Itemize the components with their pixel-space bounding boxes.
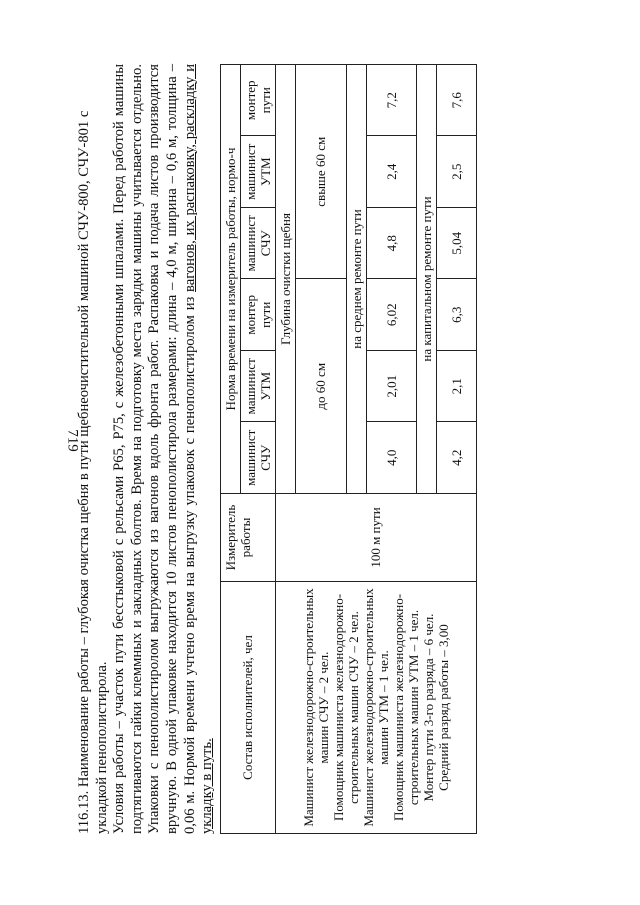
depth-range-2: свыше 60 см [295, 65, 346, 280]
staff-line-6: Средний разряд работы – 3,00 [435, 624, 451, 791]
header-role-5: машинист УТМ [240, 136, 275, 208]
value-capital-1: 4,2 [436, 422, 476, 494]
header-role-1: машинист СЧУ [240, 422, 275, 494]
table-header-row-1 [220, 65, 240, 834]
depth-range-1: до 60 см [295, 279, 346, 494]
staff-line-3: Машинист железнодорожно-строительных машин УТМ – 1 чел. [360, 588, 391, 827]
work-conditions-text: Условия работы – участок пути бесстыковой с рельсами Р65, Р75, с железобетонными шпалами. Перед работой машины подтягиваются гайки клеммных и закладных болтов. Время на подготовку места зарядки машины учитывается отдельно. Упаковки с пенополистиролом выгружаются из вагонов вдоль фронта работ. Распаковка и подача листов производится вручную. В одной упаковке находится 10 листов пенополистирола размерами: длина – 4,0 м, ширина – 0,6 м, толщина – 0,06 м. Нормой времени учтено время на выгрузку упаковок с пенополистиролом из [111, 64, 198, 834]
header-role-4: машинист СЧУ [240, 208, 275, 280]
header-role-6: монтер пути [240, 65, 275, 137]
rotated-page-content [76, 64, 631, 834]
work-conditions [111, 64, 217, 834]
value-capital-5: 2,5 [436, 136, 476, 208]
value-medium-6: 7,2 [366, 65, 416, 137]
meter-value: 100 м пути [275, 494, 476, 582]
section-heading: 116.13. Наименование работы – глубокая очистка щебня в пути щебнеочистительной машиной СЧУ-800, СЧУ-801 с укладкой пенополистирола. [76, 110, 110, 834]
repair-medium-label: на среднем ремонте пути [346, 65, 366, 494]
staff-list [275, 582, 476, 834]
value-capital-2: 2,1 [436, 351, 476, 423]
depth-label: Глубина очистки щебня [275, 65, 295, 494]
value-medium-4: 4,8 [366, 208, 416, 280]
header-meter: Измеритель работы [220, 494, 275, 582]
value-medium-1: 4,0 [366, 422, 416, 494]
work-conditions-underlined: вагонов, их распаковку, раскладку и укладку в путь. [181, 64, 216, 834]
header-role-2: машинист УТМ [240, 351, 275, 423]
value-capital-4: 5,04 [436, 208, 476, 280]
repair-capital-label: на капитальном ремонте пути [416, 65, 436, 494]
value-capital-6: 7,6 [436, 65, 476, 137]
staff-line-1: Машинист железнодорожно-строительных машин СЧУ – 2 чел. [300, 588, 331, 827]
value-medium-3: 6,02 [366, 279, 416, 351]
norm-table [220, 64, 477, 834]
staff-line-5: Монтер пути 3-го разряда – 6 чел. [420, 613, 436, 802]
staff-line-2: Помощник машиниста железнодорожно-строительных машин СЧУ – 2 чел. [330, 593, 361, 822]
header-norm: Норма времени на измеритель работы, нормо-ч [220, 65, 240, 494]
value-medium-2: 2,01 [366, 351, 416, 423]
value-capital-3: 6,3 [436, 279, 476, 351]
page-number: 719 [64, 429, 81, 452]
header-role-3: монтер пути [240, 279, 275, 351]
depth-label-row [275, 65, 295, 834]
staff-line-4: Помощник машиниста железнодорожно-строительных машин УТМ – 1 чел. [390, 593, 421, 822]
header-staff: Состав исполнителей, чел [220, 582, 275, 834]
value-medium-5: 2,4 [366, 136, 416, 208]
